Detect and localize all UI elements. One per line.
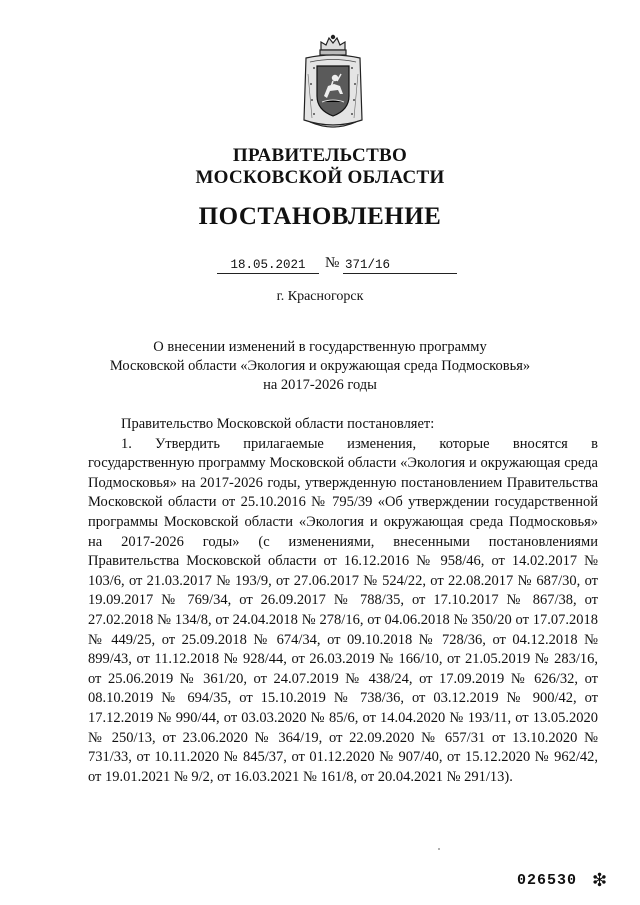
document-body: [88, 415, 598, 787]
organization-name-line1: ПРАВИТЕЛЬСТВО: [232, 145, 408, 166]
coat-of-arms-icon: [300, 34, 366, 134]
document-type-title: ПОСТАНОВЛЕНИЕ: [198, 203, 442, 230]
asterisk-mark-icon: ❇: [592, 870, 608, 890]
document-number: 371/16: [343, 258, 457, 274]
scan-speck: [438, 848, 440, 850]
number-sign: №: [325, 255, 340, 271]
registration-line: [217, 256, 457, 276]
item-text: Утвердить прилагаемые изменения, которые вносятся в государственную программу Московской области «Экология и окружающая среда Подмосковья» на 2017-2026 годы, утвержденную постановлением Правительства Московской области от 25.10.2016 № 795/39 «Об утверждении государственной программы Московской области «Экология и окружающая среда Подмосковья» на 2017-2026 годы» (с изменениями, внесенными постановлениями Правительства Московской области от 16.12.2016 № 958/46, от 14.02.2017 № 103/6, от 21.03.2017 № 193/9, от 27.06.2017 № 524/22, от 22.08.2017 № 687/30, от 19.09.2017 № 769/34, от 26.09.2017 № 788/35, от 17.10.2017 № 867/38, от 27.02.2018 № 134/8, от 24.04.2018 № 278/16, от 04.06.2018 № 350/20 от 17.07.2018 № 449/25, от 25.09.2018 № 674/34, от 09.10.2018 № 728/36, от 04.12.2018 № 899/43, от 11.12.2018 № 928/44, от 26.03.2019 № 166/10, от 21.05.2019 № 283/16, от 25.06.2019 № 361/20, от 24.07.2019 № 438/24, от 17.09.2019 № 626/32, от 08.10.2019 № 694/35, от 15.10.2019 № 738/36, от 03.12.2019 № 900/42, от 17.12.2019 № 990/44, от 03.03.2020 № 85/6, от 14.04.2020 № 193/11, от 13.05.2020 № 250/13, от 23.06.2020 № 364/19, от 22.09.2020 № 657/31 от 13.10.2020 № 731/33, от 10.11.2020 № 845/37, от 01.12.2020 № 907/40, от 15.12.2020 № 962/42, от 19.01.2021 № 9/2, от 16.03.2021 № 161/8, от 20.04.2021 № 291/13).: [88, 435, 598, 785]
organization-name-line2: МОСКОВСКОЙ ОБЛАСТИ: [195, 167, 445, 188]
item-number: 1.: [121, 435, 132, 452]
document-date: 18.05.2021: [217, 258, 319, 274]
resolution-item-1: [88, 435, 598, 788]
serial-number: 026530: [517, 872, 578, 889]
document-subject: [100, 338, 540, 395]
subject-line3: на 2017-2026 годы: [263, 377, 377, 393]
subject-line2: Московской области «Экология и окружающая среда Подмосковья»: [109, 358, 531, 374]
subject-line1: О внесении изменений в государственную программу: [153, 339, 487, 355]
resolution-intro: Правительство Московской области постановляет:: [121, 416, 435, 432]
city-of-issue: г. Красногорск: [276, 289, 364, 304]
